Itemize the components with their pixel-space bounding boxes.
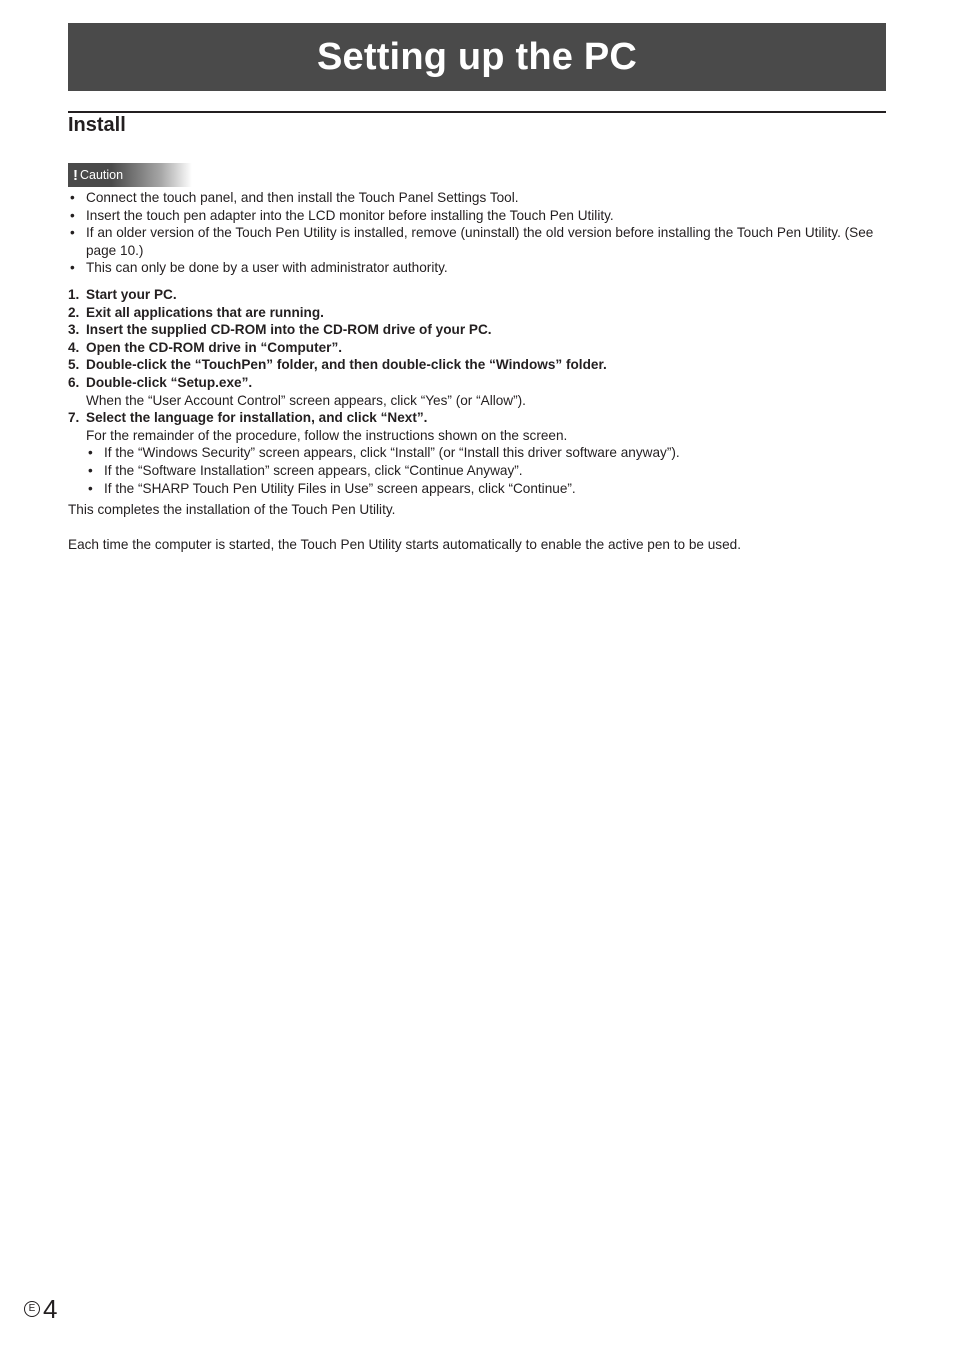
main-content: [68, 189, 888, 553]
step-number: 4.: [68, 339, 80, 355]
step-sub-item: • If the “Software Installation” screen appears, click “Continue Anyway”.: [86, 462, 888, 480]
step-note: When the “User Account Control” screen appears, click “Yes” (or “Allow”).: [86, 392, 526, 408]
step-text: Start your PC.: [86, 286, 177, 302]
caution-tag: [68, 163, 192, 187]
completion-text: This completes the installation of the Touch Pen Utility.: [68, 502, 396, 518]
step-item: [68, 321, 888, 339]
step-sub-item: • If the “Windows Security” screen appears, click “Install” (or “Install this driver software anyway”).: [86, 444, 888, 462]
step-item: [68, 409, 888, 497]
caution-item: • This can only be done by a user with administrator authority.: [68, 259, 888, 277]
step-item: [68, 374, 888, 409]
step-number: 3.: [68, 322, 80, 338]
install-steps: [68, 286, 888, 497]
step-sub-item: • If the “SHARP Touch Pen Utility Files in Use” screen appears, click “Continue”.: [86, 480, 888, 498]
caution-label: Caution: [80, 168, 124, 182]
step-number: 7.: [68, 410, 80, 426]
step-text: Select the language for installation, and click “Next”.: [86, 410, 428, 426]
step-text: Double-click “Setup.exe”.: [86, 374, 253, 390]
step-item: [68, 304, 888, 322]
step-text: Exit all applications that are running.: [86, 304, 324, 320]
title-bar: [68, 23, 886, 91]
step-text: Double-click the “TouchPen” folder, and then double-click the “Windows” folder.: [86, 357, 607, 373]
section-divider: [68, 111, 886, 113]
step-text: Insert the supplied CD-ROM into the CD-ROM drive of your PC.: [86, 322, 492, 338]
step-item: [68, 339, 888, 357]
autostart-text: Each time the computer is started, the Touch Pen Utility starts automatically to enable the active pen to be used.: [68, 536, 742, 552]
language-badge: E: [24, 1301, 40, 1317]
step-sub-list: [86, 444, 888, 497]
step-item: [68, 286, 888, 304]
step-note: For the remainder of the procedure, follow the instructions shown on the screen.: [86, 427, 568, 443]
caution-item: • Connect the touch panel, and then install the Touch Panel Settings Tool.: [68, 189, 888, 207]
step-number: 2.: [68, 304, 80, 320]
section-heading: Install: [68, 114, 126, 136]
caution-list: [68, 189, 888, 277]
exclamation-icon: !: [73, 166, 78, 184]
step-number: 6.: [68, 374, 80, 390]
step-number: 5.: [68, 357, 80, 373]
step-text: Open the CD-ROM drive in “Computer”.: [86, 339, 343, 355]
page-number: 4: [43, 1294, 58, 1324]
caution-item: • If an older version of the Touch Pen Utility is installed, remove (uninstall) the old version before installing the Touch Pen Utility. (See page 10.): [68, 224, 888, 259]
page-footer: [24, 1294, 57, 1324]
step-number: 1.: [68, 286, 80, 302]
page-title: Setting up the PC: [316, 35, 638, 78]
caution-item: • Insert the touch pen adapter into the LCD monitor before installing the Touch Pen Utility.: [68, 207, 888, 225]
step-item: [68, 356, 888, 374]
